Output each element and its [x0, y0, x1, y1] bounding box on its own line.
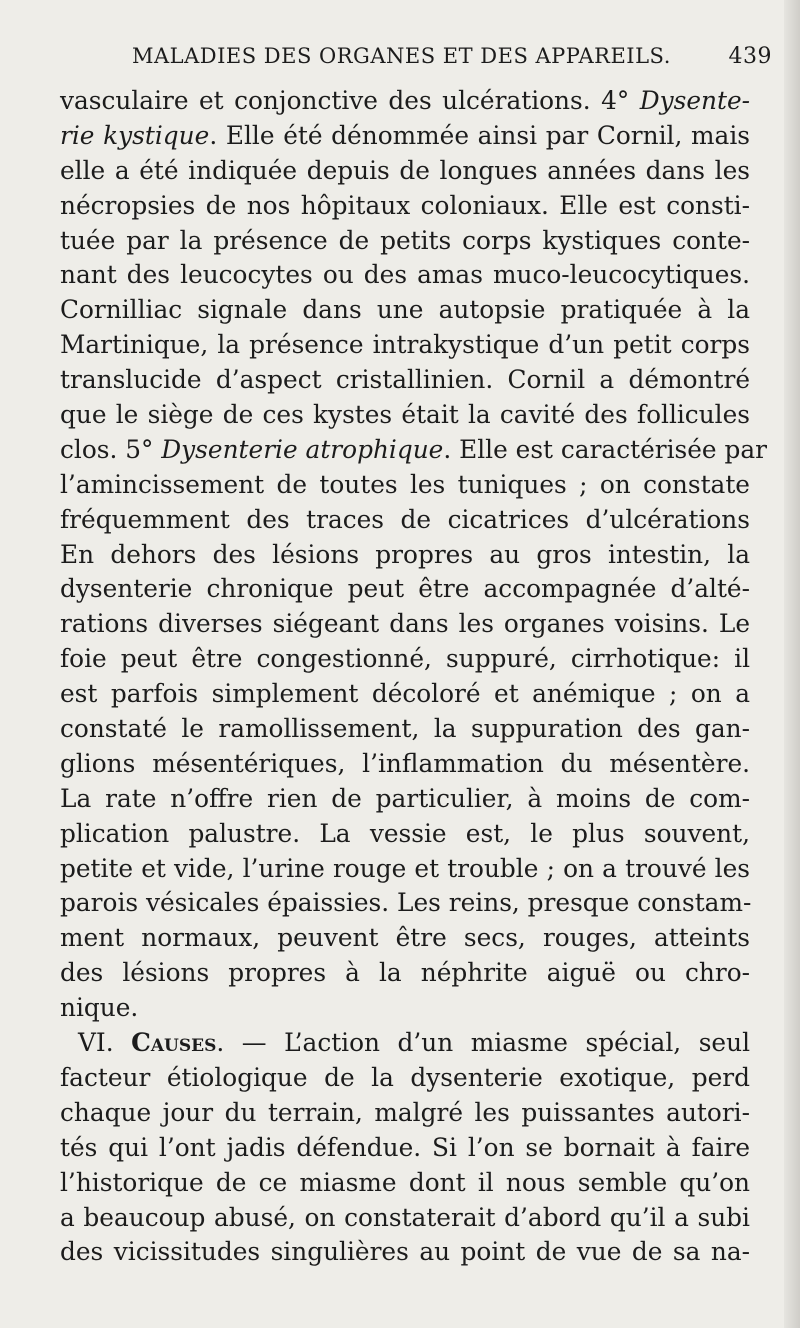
text-run: que le siège de ces kystes était la cavité des follicules	[60, 400, 750, 430]
text-run: rations diverses siégeant dans les organes voisins. Le	[60, 609, 750, 639]
text-run: parois vésicales épaissies. Les reins, presque constam-	[60, 888, 752, 918]
text-run: facteur étiologique de la dysenterie exotique, perd	[60, 1062, 750, 1092]
italic-text: Dysenterie atrophique	[161, 434, 444, 464]
text-run: La rate n’offre rien de particulier, à moins de com-	[60, 783, 750, 813]
text-line	[60, 1201, 750, 1236]
text-run: elle a été indiquée depuis de longues années dans les	[60, 155, 750, 185]
text-run: constaté le ramollissement, la suppuration des gan-	[60, 714, 750, 744]
italic-text: rie kystique	[60, 120, 210, 150]
text-line	[60, 1026, 750, 1061]
text-line	[60, 258, 750, 293]
text-run: translucide d’aspect cristallinien. Cornil a démontré	[60, 365, 750, 395]
text-run: clos. 5°	[60, 434, 162, 464]
text-run: Cornilliac signale dans une autopsie pratiquée à la	[60, 295, 750, 325]
text-run: tuée par la présence de petits corps kystiques conte-	[60, 225, 750, 255]
text-run: vasculaire et conjonctive des ulcérations. 4°	[60, 86, 640, 115]
text-line	[60, 712, 750, 747]
text-run: ment normaux, peuvent être secs, rouges, atteints	[60, 923, 750, 953]
text-line	[60, 154, 750, 189]
text-run: plication palustre. La vessie est, le plus souvent,	[60, 818, 750, 848]
text-run: des vicissitudes singulières au point de vue de sa na-	[60, 1237, 750, 1267]
text-run: fréquemment des traces de cicatrices d’ulcérations	[60, 504, 750, 534]
text-line	[60, 1235, 750, 1270]
text-line	[60, 782, 750, 817]
text-run: tés qui l’ont jadis défendue. Si l’on se bornait à faire	[60, 1132, 750, 1162]
text-run: nant des leucocytes ou des amas muco-leucocytiques.	[60, 260, 750, 290]
text-line	[60, 119, 750, 154]
text-line	[60, 921, 750, 956]
text-line	[60, 189, 750, 224]
text-run: chaque jour du terrain, malgré les puissantes autori-	[60, 1097, 750, 1127]
text-run: glions mésentériques, l’inflammation du mésentère.	[60, 748, 750, 778]
text-run: VI.	[78, 1028, 132, 1058]
text-line	[60, 677, 750, 712]
text-line	[60, 747, 750, 782]
text-run: dysenterie chronique peut être accompagnée d’alté-	[60, 574, 750, 604]
text-line	[60, 363, 750, 398]
text-line	[60, 852, 750, 887]
text-line	[60, 642, 750, 677]
text-line	[60, 607, 750, 642]
text-run: est parfois simplement décoloré et anémique ; on a	[60, 679, 750, 709]
text-run: . Elle été dénommée ainsi par Cornil, mais	[209, 120, 750, 150]
text-run: l’historique de ce miasme dont il nous semble qu’on	[60, 1167, 750, 1197]
text-line	[60, 1096, 750, 1131]
text-line	[60, 886, 750, 921]
text-line	[60, 503, 750, 538]
text-line	[60, 224, 750, 259]
text-line	[60, 468, 750, 503]
text-line	[60, 956, 750, 991]
text-line	[60, 433, 767, 468]
text-line	[60, 1061, 750, 1096]
page-edge-shadow	[784, 0, 800, 1328]
body-text	[60, 84, 767, 1270]
text-run: En dehors des lésions propres au gros intestin, la	[60, 539, 750, 569]
running-head: MALADIES DES ORGANES ET DES APPAREILS.	[132, 44, 671, 68]
text-line	[60, 84, 750, 119]
text-line	[60, 538, 750, 573]
text-line	[60, 572, 750, 607]
italic-text: Dysente-	[639, 86, 750, 115]
text-run: l’amincissement de toutes les tuniques ; on constate	[60, 469, 750, 499]
text-run: nique.	[60, 993, 139, 1023]
text-run: . Elle est caractérisée par	[443, 434, 767, 464]
text-run: Martinique, la présence intrakystique d’un petit corps	[60, 330, 750, 360]
page-number: 439	[728, 44, 772, 69]
section-title: Causes	[131, 1028, 217, 1058]
text-line	[60, 1166, 750, 1201]
text-line	[60, 398, 750, 433]
text-run: . — L’action d’un miasme spécial, seul	[216, 1028, 750, 1058]
text-line	[60, 293, 750, 328]
text-run: foie peut être congestionné, suppuré, cirrhotique: il	[60, 644, 750, 674]
text-line	[60, 1131, 750, 1166]
text-line	[60, 328, 750, 363]
text-run: a beaucoup abusé, on constaterait d’abord qu’il a subi	[60, 1202, 750, 1232]
text-run: des lésions propres à la néphrite aiguë ou chro-	[60, 958, 750, 988]
text-line	[60, 817, 750, 852]
text-run: nécropsies de nos hôpitaux coloniaux. Elle est consti-	[60, 190, 750, 220]
text-line	[60, 991, 750, 1026]
text-run: petite et vide, l’urine rouge et trouble ; on a trouvé les	[60, 853, 750, 883]
